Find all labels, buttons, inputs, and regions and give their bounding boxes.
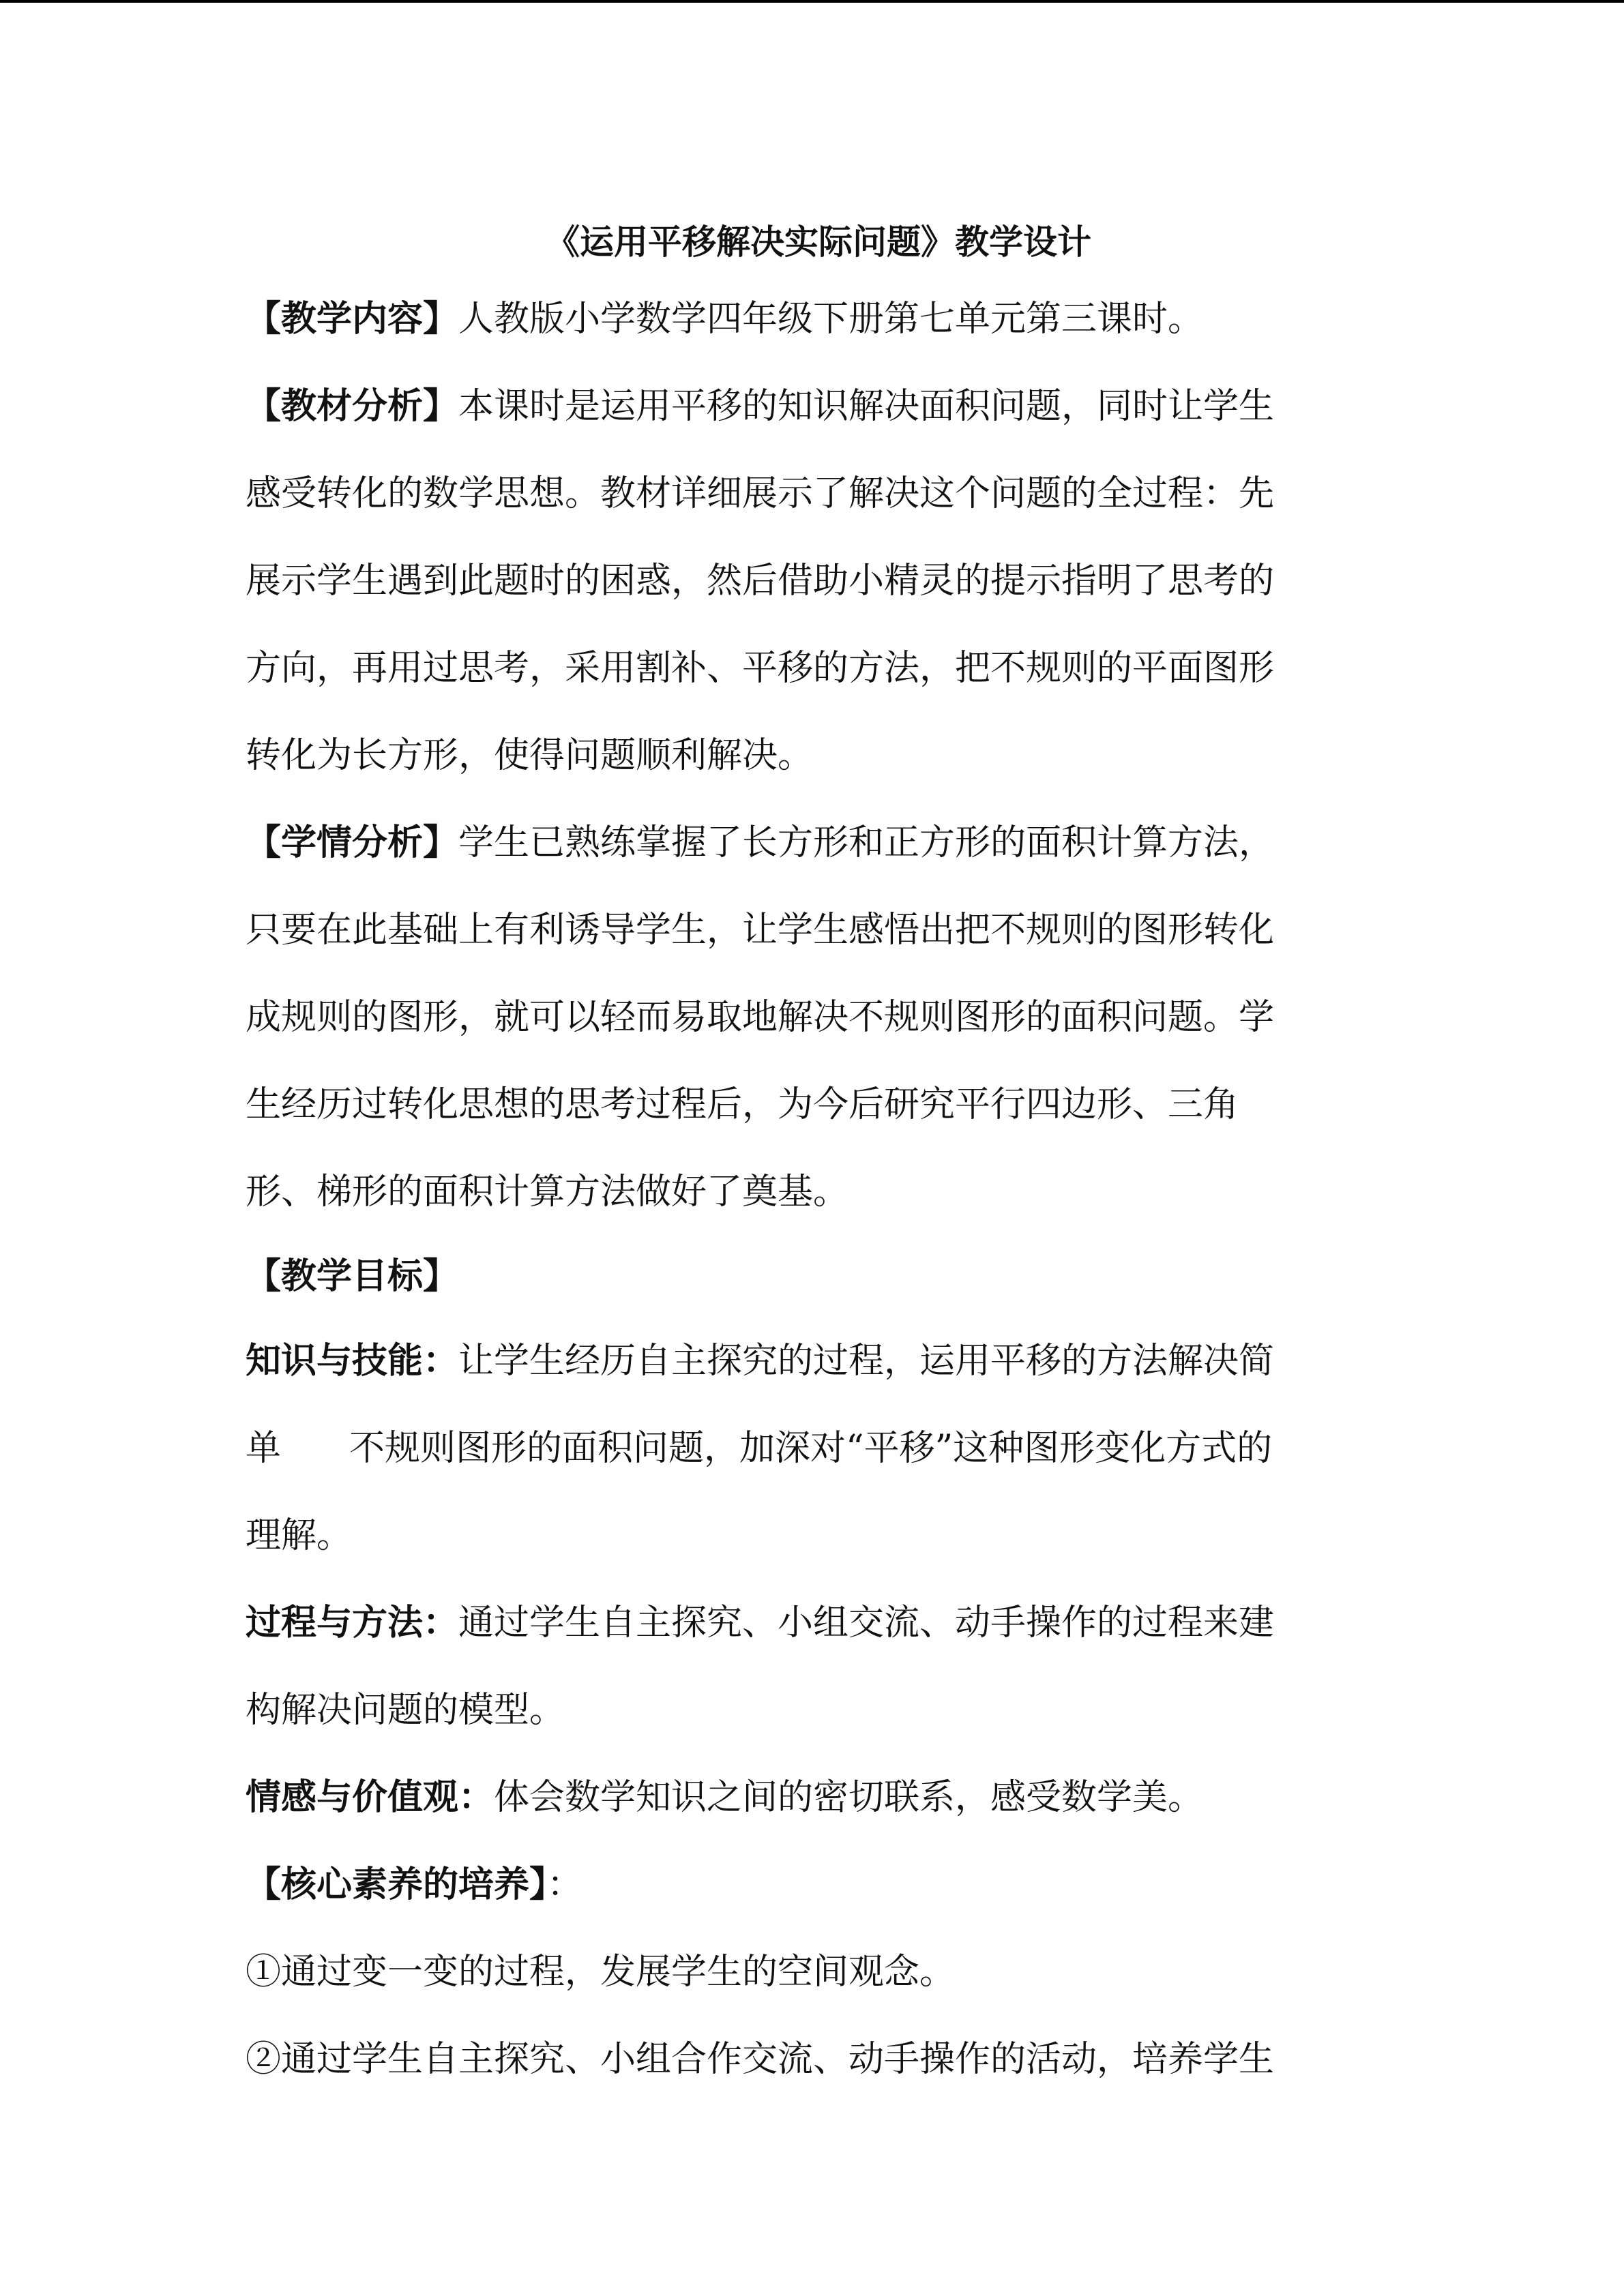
knowledge-label: 知识与技能：	[246, 1340, 459, 1382]
knowledge-line-2	[246, 1424, 1272, 1473]
core-item-1: ①通过变一变的过程，发展学生的空间观念。	[246, 1952, 956, 1993]
section-label-content: 【教学内容】	[246, 298, 459, 340]
document-title: 《运用平移解决实际问题》教学设计	[546, 222, 1091, 262]
students-text: 学生已熟练掌握了长方形和正方形的面积计算方法，	[458, 822, 1275, 863]
emotion-line	[246, 1773, 1203, 1822]
content-line	[246, 295, 1203, 344]
material-line-3: 展示学生遇到此题时的困惑，然后借助小精灵的提示指明了思考的	[246, 561, 1275, 601]
core-suffix: ：	[547, 1864, 583, 1905]
section-label-core: 【核心素养的培养】	[246, 1864, 548, 1905]
knowledge-line-3: 理解。	[246, 1515, 353, 1556]
section-label-students: 【学情分析】	[246, 822, 459, 863]
material-text: 本课时是运用平移的知识解决面积问题，同时让学生	[458, 386, 1275, 427]
process-line-2: 构解决问题的模型。	[246, 1690, 565, 1731]
students-line-4: 生经历过转化思想的思考过程后，为今后研究平行四边形、三角	[246, 1084, 1239, 1125]
material-line-5: 转化为长方形，使得问题顺利解决。	[246, 735, 814, 776]
content-text: 人教版小学数学四年级下册第七单元第三课时。	[458, 299, 1204, 340]
process-text: 通过学生自主探究、小组交流、动手操作的过程来建	[458, 1602, 1275, 1643]
knowledge-text-cont: 不规则图形的面积问题，加深对“平移”这种图形变化方式的	[349, 1428, 1273, 1469]
material-line-2: 感受转化的数学思想。教材详细展示了解决这个问题的全过程：先	[246, 473, 1275, 514]
students-line-3: 成规则的图形，就可以轻而易取地解决不规则图形的面积问题。学	[246, 997, 1275, 1038]
material-line-1	[246, 382, 1274, 431]
section-label-goals: 【教学目标】	[246, 1255, 459, 1297]
students-line-5: 形、梯形的面积计算方法做好了奠基。	[246, 1172, 849, 1212]
process-label: 过程与方法：	[246, 1602, 459, 1643]
top-border	[0, 0, 1624, 3]
section-label-material: 【教材分析】	[246, 385, 459, 427]
knowledge-line-1	[246, 1337, 1274, 1386]
knowledge-text-char: 单	[246, 1428, 282, 1469]
core-heading-line	[246, 1860, 582, 1909]
process-line-1	[246, 1598, 1274, 1648]
core-item-2: ②通过学生自主探究、小组合作交流、动手操作的活动，培养学生	[246, 2039, 1275, 2080]
knowledge-text: 让学生经历自主探究的过程，运用平移的方法解决简	[458, 1341, 1275, 1382]
students-line-2: 只要在此基础上有利诱导学生，让学生感悟出把不规则的图形转化	[246, 910, 1275, 951]
emotion-text: 体会数学知识之间的密切联系，感受数学美。	[494, 1777, 1204, 1818]
material-line-4: 方向，再用过思考，采用割补、平移的方法，把不规则的平面图形	[246, 648, 1275, 689]
students-line-1	[246, 818, 1274, 867]
emotion-label: 情感与价值观：	[246, 1776, 494, 1818]
